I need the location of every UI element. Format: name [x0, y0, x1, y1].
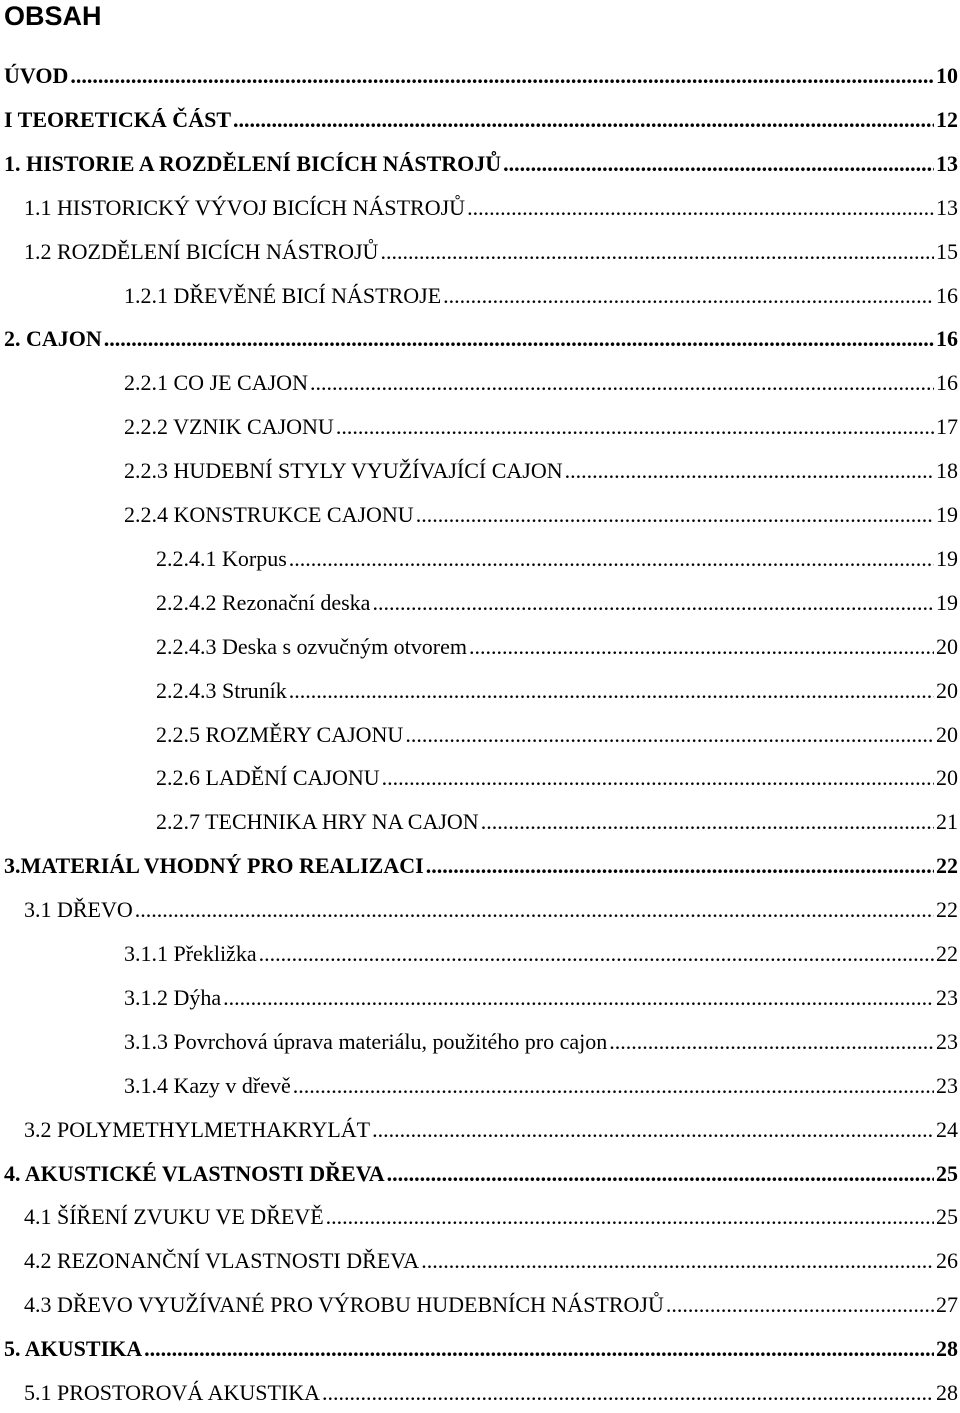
- toc-dot-leader: [223, 978, 934, 1018]
- toc-entry-label: 3.1 DŘEVO: [24, 897, 133, 922]
- toc-dot-leader: [503, 144, 934, 184]
- toc-entry[interactable]: [124, 276, 958, 316]
- toc-entry-label: 3.MATERIÁL VHODNÝ PRO REALIZACI: [4, 853, 424, 878]
- toc-entry-label: 3.1.1 Překližka: [124, 941, 257, 966]
- toc-entry[interactable]: [156, 539, 958, 579]
- toc-entry-page-number: 16: [936, 326, 958, 351]
- toc-entry-label: 2.2.4.3 Deska s ozvučným otvorem: [156, 634, 467, 659]
- toc-entry-label: 4. AKUSTICKÉ VLASTNOSTI DŘEVA: [4, 1161, 385, 1186]
- toc-dot-leader: [289, 671, 934, 711]
- toc-entry-label: 4.3 DŘEVO VYUŽÍVANÉ PRO VÝROBU HUDEBNÍCH NÁSTROJŮ: [24, 1292, 664, 1317]
- toc-entry-page-number: 23: [936, 1073, 958, 1098]
- toc-dot-leader: [233, 100, 934, 140]
- toc-entry-label: 2.2.4.1 Korpus: [156, 546, 287, 571]
- toc-entry-page-number: 16: [936, 370, 958, 395]
- toc-dot-leader: [336, 407, 934, 447]
- toc-entry-label: 2.2.2 VZNIK CAJONU: [124, 414, 334, 439]
- toc-entry[interactable]: [124, 1022, 958, 1062]
- toc-entry[interactable]: [124, 934, 958, 974]
- toc-entry-label: 1.1 HISTORICKÝ VÝVOJ BICÍCH NÁSTROJŮ: [24, 195, 466, 220]
- toc-entry-label: 2.2.4.2 Rezonační deska: [156, 590, 371, 615]
- toc-entry[interactable]: [4, 100, 958, 140]
- toc-entry[interactable]: [4, 56, 958, 96]
- toc-entry[interactable]: [4, 1329, 958, 1369]
- toc-entry[interactable]: [24, 1373, 958, 1413]
- toc-entry-page-number: 23: [936, 1029, 958, 1054]
- toc-dot-leader: [372, 583, 934, 623]
- toc-dot-leader: [481, 802, 934, 842]
- toc-entry-page-number: 16: [936, 283, 958, 308]
- toc-dot-leader: [405, 715, 934, 755]
- toc-entry-page-number: 19: [936, 502, 958, 527]
- toc-entry-label: 1.2 ROZDĚLENÍ BICÍCH NÁSTROJŮ: [24, 239, 379, 264]
- toc-entry-label: ÚVOD: [4, 63, 69, 88]
- toc-entry-page-number: 13: [936, 151, 958, 176]
- toc-dot-leader: [416, 495, 934, 535]
- toc-entry-page-number: 20: [936, 678, 958, 703]
- toc-dot-leader: [70, 56, 934, 96]
- toc-entry-page-number: 10: [936, 63, 958, 88]
- toc-entry[interactable]: [24, 1197, 958, 1237]
- toc-entry-page-number: 22: [936, 853, 958, 878]
- toc-heading: OBSAH: [4, 1, 102, 31]
- toc-dot-leader: [387, 1154, 934, 1194]
- toc-dot-leader: [469, 627, 934, 667]
- toc-entry-label: 2.2.7 TECHNIKA HRY NA CAJON: [156, 809, 479, 834]
- toc-entry[interactable]: [156, 671, 958, 711]
- toc-entry-label: 4.2 REZONANČNÍ VLASTNOSTI DŘEVA: [24, 1248, 420, 1273]
- toc-entry-page-number: 25: [936, 1204, 958, 1229]
- toc-dot-leader: [289, 539, 934, 579]
- toc-entry-label: 2.2.6 LADĚNÍ CAJONU: [156, 765, 380, 790]
- toc-entry-label: 2.2.5 ROZMĚRY CAJONU: [156, 722, 404, 747]
- toc-entry-page-number: 26: [936, 1248, 958, 1273]
- toc-entry-page-number: 23: [936, 985, 958, 1010]
- toc-entry-page-number: 28: [936, 1380, 958, 1405]
- toc-entry[interactable]: [4, 846, 958, 886]
- toc-entry-page-number: 28: [936, 1336, 958, 1361]
- toc-dot-leader: [259, 934, 934, 974]
- toc-dot-leader: [310, 363, 934, 403]
- toc-entry[interactable]: [4, 1154, 958, 1194]
- toc-dot-leader: [382, 758, 934, 798]
- toc-entry-page-number: 19: [936, 546, 958, 571]
- toc-dot-leader: [666, 1285, 934, 1325]
- toc-entry[interactable]: [124, 978, 958, 1018]
- toc-entry[interactable]: [24, 1110, 958, 1150]
- toc-entry[interactable]: [124, 407, 958, 447]
- toc-entry[interactable]: [24, 232, 958, 272]
- toc-dot-leader: [372, 1110, 934, 1150]
- toc-entry[interactable]: [156, 802, 958, 842]
- toc-entry-label: 5. AKUSTIKA: [4, 1336, 143, 1361]
- toc-entry[interactable]: [156, 627, 958, 667]
- toc-entry-page-number: 18: [936, 458, 958, 483]
- toc-dot-leader: [104, 319, 934, 359]
- toc-entry-label: 4.1 ŠÍŘENÍ ZVUKU VE DŘEVĚ: [24, 1204, 324, 1229]
- toc-entry-page-number: 20: [936, 765, 958, 790]
- toc-entry-label: 1.2.1 DŘEVĚNÉ BICÍ NÁSTROJE: [124, 283, 442, 308]
- toc-entry-page-number: 20: [936, 634, 958, 659]
- toc-entry-page-number: 24: [936, 1117, 958, 1142]
- toc-dot-leader: [467, 188, 934, 228]
- toc-entry[interactable]: [24, 188, 958, 228]
- toc-dot-leader: [326, 1197, 934, 1237]
- toc-entry-label: 2.2.3 HUDEBNÍ STYLY VYUŽÍVAJÍCÍ CAJON: [124, 458, 563, 483]
- toc-entry[interactable]: [124, 363, 958, 403]
- toc-entry-label: I TEORETICKÁ ČÁST: [4, 107, 231, 132]
- toc-dot-leader: [426, 846, 934, 886]
- toc-entry-label: 3.1.3 Povrchová úprava materiálu, použitého pro cajon: [124, 1029, 608, 1054]
- toc-entry-label: 2.2.4.3 Struník: [156, 678, 287, 703]
- toc-entry[interactable]: [156, 715, 958, 755]
- toc-entry[interactable]: [156, 583, 958, 623]
- toc-entry-page-number: 22: [936, 941, 958, 966]
- toc-dot-leader: [443, 276, 934, 316]
- toc-dot-leader: [421, 1241, 934, 1281]
- toc-entry[interactable]: [4, 144, 958, 184]
- toc-entry-label: 2.2.1 CO JE CAJON: [124, 370, 308, 395]
- toc-entry-page-number: 12: [936, 107, 958, 132]
- toc-entry-page-number: 15: [936, 239, 958, 264]
- toc-entry-page-number: 25: [936, 1161, 958, 1186]
- toc-entry-label: 1. HISTORIE A ROZDĚLENÍ BICÍCH NÁSTROJŮ: [4, 151, 502, 176]
- toc-entry-page-number: 27: [936, 1292, 958, 1317]
- toc-entry-label: 3.1.2 Dýha: [124, 985, 222, 1010]
- toc-entry[interactable]: [156, 758, 958, 798]
- toc-entry-page-number: 13: [936, 195, 958, 220]
- toc-entry[interactable]: [4, 319, 958, 359]
- toc-entry-page-number: 20: [936, 722, 958, 747]
- toc-entry[interactable]: [24, 1241, 958, 1281]
- toc-entry[interactable]: [124, 1066, 958, 1106]
- toc-dot-leader: [144, 1329, 934, 1369]
- toc-entry-page-number: 19: [936, 590, 958, 615]
- toc-dot-leader: [380, 232, 934, 272]
- toc-entry-label: 2. CAJON: [4, 326, 102, 351]
- toc-entry-label: 2.2.4 KONSTRUKCE CAJONU: [124, 502, 414, 527]
- toc-entry-label: 3.1.4 Kazy v dřevě: [124, 1073, 291, 1098]
- toc-entry-page-number: 17: [936, 414, 958, 439]
- toc-entry[interactable]: [124, 495, 958, 535]
- toc-dot-leader: [565, 451, 934, 491]
- toc-entry[interactable]: [24, 1285, 958, 1325]
- toc-dot-leader: [609, 1022, 934, 1062]
- toc-entry-label: 3.2 POLYMETHYLMETHAKRYLÁT: [24, 1117, 371, 1142]
- toc-dot-leader: [322, 1373, 934, 1413]
- toc-entry-page-number: 21: [936, 809, 958, 834]
- toc-entry[interactable]: [124, 451, 958, 491]
- toc-entry-label: 5.1 PROSTOROVÁ AKUSTIKA: [24, 1380, 321, 1405]
- toc-dot-leader: [293, 1066, 934, 1106]
- toc-dot-leader: [135, 890, 934, 930]
- toc-entry-page-number: 22: [936, 897, 958, 922]
- toc-entry[interactable]: [24, 890, 958, 930]
